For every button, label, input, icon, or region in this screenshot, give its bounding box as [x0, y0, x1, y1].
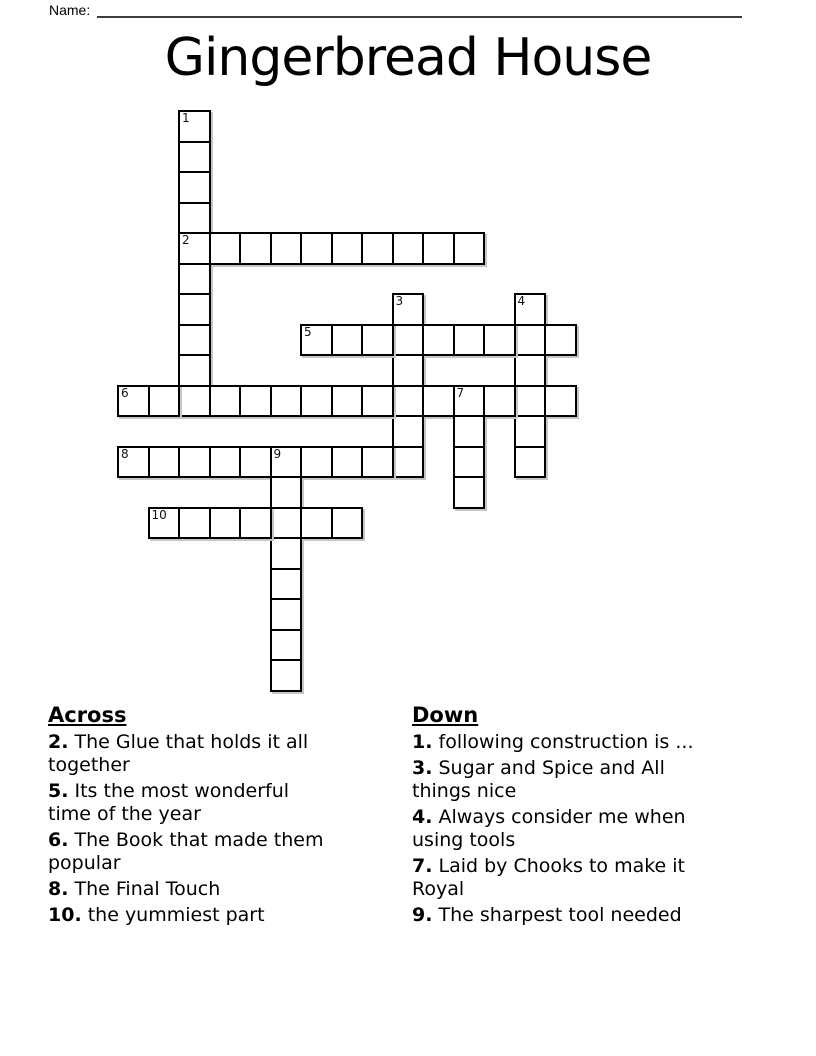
grid-cell[interactable] — [209, 446, 242, 479]
grid-cell[interactable] — [392, 415, 425, 448]
grid-clue-number: 2 — [182, 233, 190, 247]
clue-number-label: 7. — [412, 855, 433, 877]
clue-number-label: 6. — [48, 829, 69, 851]
grid-cell[interactable] — [270, 476, 303, 509]
grid-cell[interactable] — [300, 232, 333, 265]
clues-section — [48, 703, 728, 930]
grid-cell[interactable] — [178, 202, 211, 235]
clue-text: Always consider me when using tools — [412, 806, 686, 851]
grid-cell[interactable] — [270, 537, 303, 570]
grid-cell[interactable] — [117, 385, 150, 418]
clue-text: the yummiest part — [87, 904, 265, 926]
clue-text: The Final Touch — [74, 878, 221, 900]
grid-cell[interactable] — [270, 385, 303, 418]
grid-cell[interactable] — [331, 507, 364, 540]
clue-number-label: 8. — [48, 878, 69, 900]
grid-cell[interactable] — [178, 324, 211, 357]
grid-cell[interactable] — [514, 385, 547, 418]
grid-cell[interactable] — [178, 263, 211, 296]
grid-clue-number: 8 — [121, 446, 129, 461]
clue-number-label: 5. — [48, 780, 69, 802]
grid-cell[interactable] — [178, 141, 211, 174]
grid-cell[interactable] — [270, 446, 303, 479]
grid-cell[interactable] — [544, 324, 577, 357]
grid-cell[interactable] — [209, 385, 242, 418]
grid-clue-number: 9 — [273, 446, 282, 461]
clue-down-7 — [412, 855, 728, 901]
clue-number-label: 1. — [412, 731, 433, 753]
grid-cell[interactable] — [361, 446, 394, 479]
down-heading: Down — [412, 703, 479, 727]
grid-cell[interactable] — [178, 446, 211, 479]
grid-cell[interactable] — [392, 354, 425, 387]
grid-cell[interactable] — [331, 446, 364, 479]
clue-text: The Glue that holds it all together — [48, 731, 309, 776]
grid-cell[interactable] — [239, 446, 272, 479]
grid-cell[interactable] — [148, 446, 181, 479]
clue-across-10 — [48, 904, 332, 927]
grid-cell[interactable] — [514, 354, 547, 387]
grid-clue-number: 5 — [304, 324, 312, 339]
grid-cell[interactable] — [514, 293, 547, 326]
clue-text: Its the most wonderful time of the year — [48, 780, 290, 825]
grid-cell[interactable] — [148, 385, 181, 418]
grid-clue-number: 7 — [456, 385, 465, 400]
grid-cell[interactable] — [270, 507, 303, 540]
grid-cell[interactable] — [209, 507, 242, 540]
clue-down-1 — [412, 731, 728, 754]
grid-cell[interactable] — [270, 568, 303, 601]
grid-cell[interactable] — [392, 293, 425, 326]
puzzle-title: Gingerbread House — [164, 28, 652, 88]
grid-cell[interactable] — [331, 385, 364, 418]
grid-cell[interactable] — [514, 446, 547, 479]
grid-cell[interactable] — [453, 446, 486, 479]
grid-cell[interactable] — [300, 507, 333, 540]
clue-number-label: 3. — [412, 757, 433, 779]
clue-across-6 — [48, 829, 332, 875]
grid-cell[interactable] — [270, 659, 303, 692]
grid-cell[interactable] — [422, 232, 455, 265]
grid-cell[interactable] — [453, 476, 486, 509]
grid-cell[interactable] — [270, 232, 303, 265]
grid-cell[interactable] — [453, 324, 486, 357]
grid-cell[interactable] — [331, 324, 364, 357]
down-clue-list — [412, 731, 728, 927]
grid-clue-number: 10 — [151, 507, 167, 522]
clue-text: The sharpest tool needed — [438, 904, 682, 926]
grid-cell[interactable] — [514, 324, 547, 357]
grid-cell[interactable] — [331, 232, 364, 265]
clue-across-8 — [48, 878, 332, 901]
clue-number-label: 9. — [412, 904, 433, 926]
grid-cell[interactable] — [453, 385, 486, 418]
grid-cell[interactable] — [178, 354, 211, 387]
grid-cell[interactable] — [300, 446, 333, 479]
grid-cell[interactable] — [300, 324, 333, 357]
clue-down-3 — [412, 757, 728, 803]
clue-number-label: 2. — [48, 731, 69, 753]
grid-cell[interactable] — [422, 385, 455, 418]
grid-cell[interactable] — [270, 629, 303, 662]
grid-cell[interactable] — [239, 385, 272, 418]
grid-cell[interactable] — [544, 385, 577, 418]
grid-clue-number: 1 — [182, 111, 190, 125]
clue-text: Laid by Chooks to make it Royal — [412, 855, 685, 900]
grid-cell[interactable] — [300, 385, 333, 418]
grid-cell[interactable] — [422, 324, 455, 357]
clue-across-2 — [48, 731, 332, 777]
grid-cell[interactable] — [392, 324, 425, 357]
grid-cell[interactable] — [209, 232, 242, 265]
down-clues-column — [412, 703, 728, 930]
grid-clue-number: 3 — [395, 294, 404, 308]
grid-cell[interactable] — [392, 385, 425, 418]
clue-down-4 — [412, 806, 728, 852]
clue-number-label: 10. — [48, 904, 82, 926]
grid-cell[interactable] — [178, 507, 211, 540]
across-clues-column — [48, 703, 332, 930]
name-label: Name: — [49, 2, 91, 18]
grid-cell[interactable] — [483, 324, 516, 357]
grid-cell[interactable] — [270, 598, 303, 631]
grid-cell[interactable] — [392, 446, 425, 479]
grid-clue-number: 6 — [121, 385, 129, 400]
grid-cell[interactable] — [453, 415, 486, 448]
grid-cell[interactable] — [117, 446, 150, 479]
grid-cell[interactable] — [361, 324, 394, 357]
grid-cell[interactable] — [178, 110, 211, 143]
grid-cell[interactable] — [514, 415, 547, 448]
clue-down-9 — [412, 904, 728, 927]
clue-text: Sugar and Spice and All things nice — [412, 757, 665, 802]
across-heading: Across — [48, 703, 127, 727]
clue-text: following construction is ... — [438, 731, 694, 753]
grid-cell[interactable] — [239, 507, 272, 540]
grid-cell[interactable] — [178, 232, 211, 265]
across-clue-list — [48, 731, 332, 927]
clue-number-label: 4. — [412, 806, 433, 828]
clue-across-5 — [48, 780, 332, 826]
grid-cell[interactable] — [178, 171, 211, 204]
grid-clue-number: 4 — [517, 294, 526, 308]
grid-cell[interactable] — [239, 232, 272, 265]
grid-cell[interactable] — [361, 385, 394, 418]
grid-cell[interactable] — [392, 232, 425, 265]
grid-cell[interactable] — [453, 232, 486, 265]
grid-cell[interactable] — [178, 293, 211, 326]
clue-text: The Book that made them popular — [48, 829, 324, 874]
grid-cell[interactable] — [148, 507, 181, 540]
grid-cell[interactable] — [483, 385, 516, 418]
grid-cell[interactable] — [361, 232, 394, 265]
grid-cell[interactable] — [178, 385, 211, 418]
